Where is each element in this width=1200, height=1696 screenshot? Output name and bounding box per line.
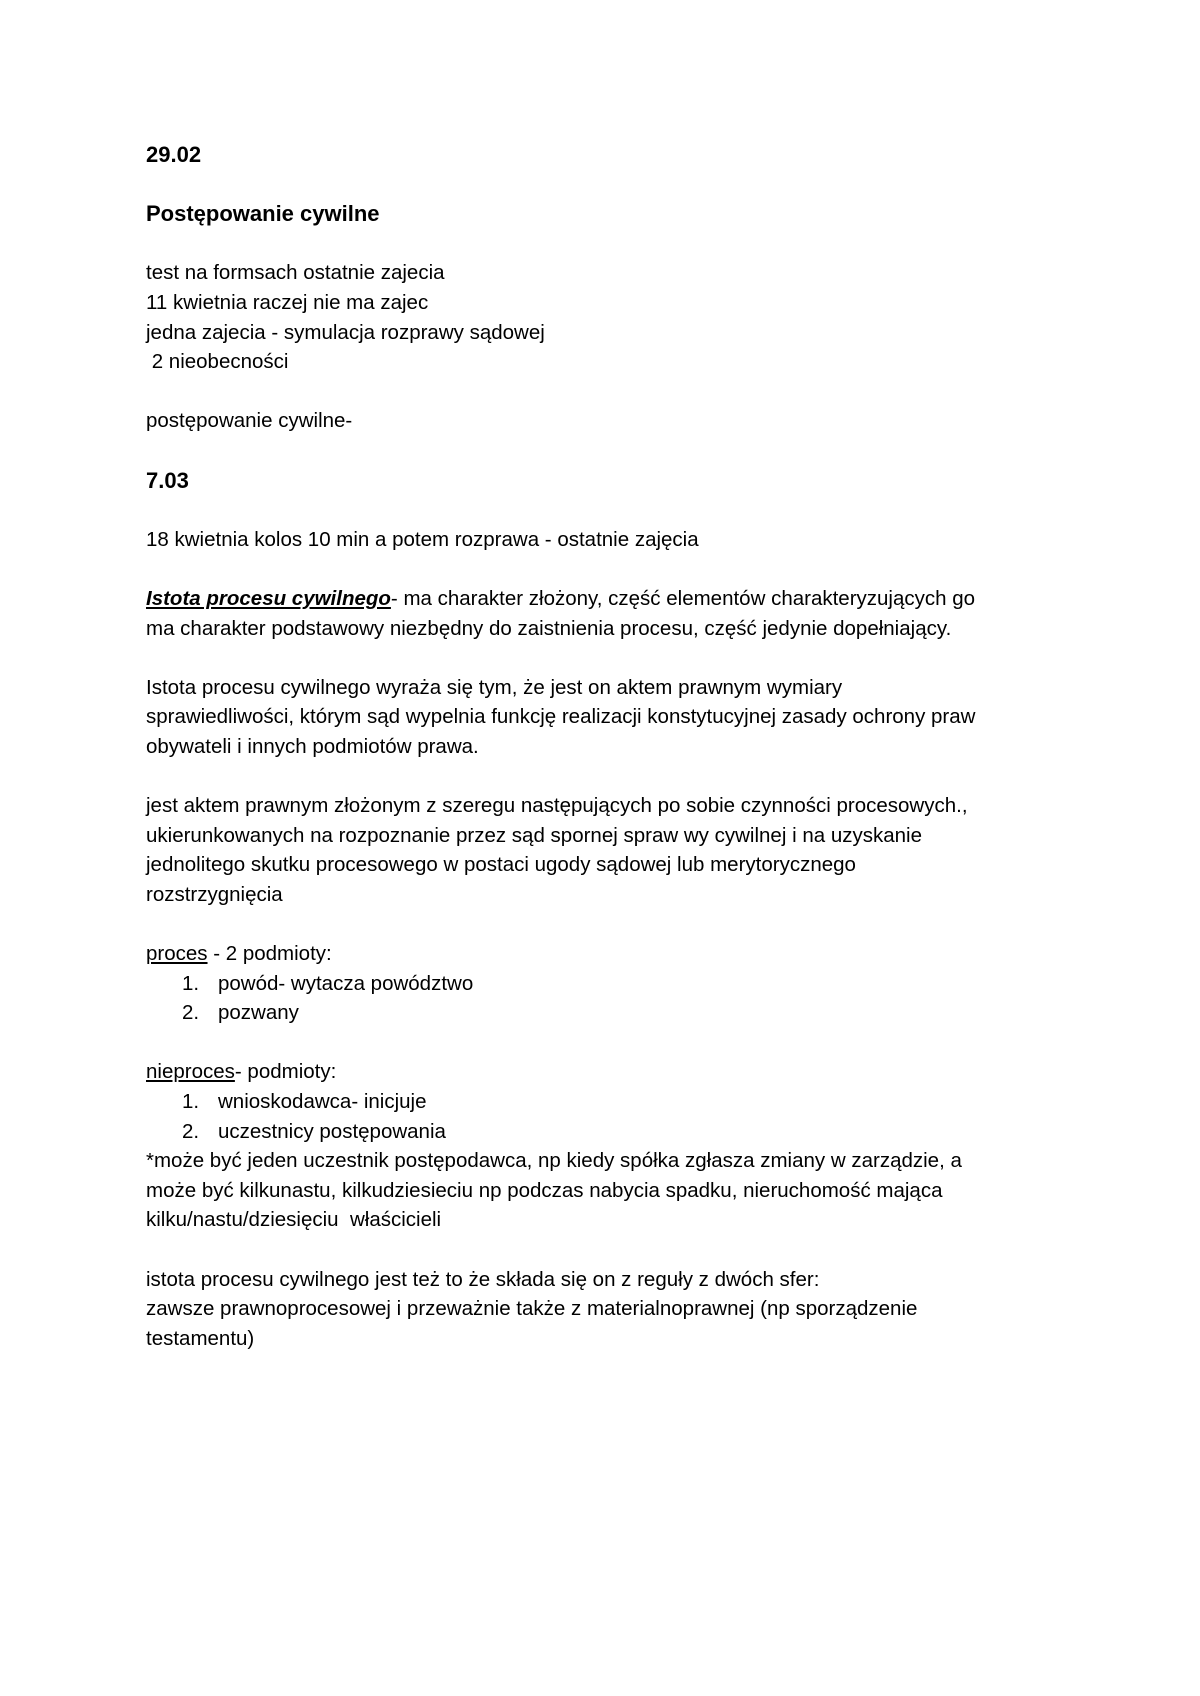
list-number: 1. — [182, 971, 200, 995]
istota-term: Istota procesu cywilnego — [146, 586, 391, 610]
intro-line: test na formsach ostatnie zajecia — [146, 261, 445, 285]
list-number: 1. — [182, 1090, 200, 1113]
proces-heading — [146, 939, 1086, 969]
list-number: 2. — [182, 1001, 200, 1025]
list-text: uczestnicy postępowania — [218, 1119, 446, 1143]
list-text: wnioskodawca- inicjuje — [218, 1090, 427, 1113]
para3-line: ukierunkowanych na rozpoznanie przez sąd spornej spraw wy cywilnej i na uzyskanie — [146, 823, 922, 847]
para3-line: jednolitego skutku procesowego w postaci ugody sądowej lub merytorycznego — [146, 853, 856, 877]
intro-line: 2 nieobecności — [146, 350, 289, 374]
para3-line: rozstrzygnięcia — [146, 882, 283, 906]
list-text: powód- wytacza powództwo — [218, 971, 474, 995]
list-item — [182, 1117, 1086, 1147]
document-content — [146, 140, 1086, 1353]
kolos-line: 18 kwietnia kolos 10 min a potem rozprawa - ostatnie zajęcia — [146, 527, 699, 551]
proces-term: proces — [146, 942, 208, 966]
intro-line: 11 kwietnia raczej nie ma zajec — [146, 290, 429, 314]
final-line: istota procesu cywilnego jest też to że składa się on z reguły z dwóch sfer: — [146, 1267, 820, 1291]
para2-line: Istota procesu cywilnego wyraża się tym, że jest on aktem prawnym wymiary — [146, 675, 843, 699]
document-title: Postępowanie cywilne — [146, 201, 380, 227]
date-heading-1: 29.02 — [146, 142, 202, 167]
date-heading-2: 7.03 — [146, 467, 189, 493]
final-line: testamentu) — [146, 1326, 255, 1350]
list-number: 2. — [182, 1119, 200, 1143]
intro-line: jedna zajecia - symulacja rozprawy sądowej — [146, 320, 545, 344]
proces-list — [146, 969, 1086, 1028]
istota-line-2: ma charakter podstawowy niezbędny do zaistnienia procesu, część jedynie dopełniający. — [146, 616, 952, 640]
para3-line: jest aktem prawnym złożonym z szeregu następujących po sobie czynności procesowych., — [146, 794, 968, 818]
istota-line-1 — [146, 584, 1086, 614]
final-line: zawsze prawnoprocesowej i przeważnie także z materialnoprawnej (np sporządzenie — [146, 1297, 918, 1321]
note-line: może być kilkunastu, kilkudziesieciu np podczas nabycia spadku, nieruchomość mająca — [146, 1178, 943, 1202]
list-item — [182, 1087, 1086, 1117]
nieproces-heading — [146, 1057, 1086, 1087]
nieproces-rest: - podmioty: — [234, 1060, 337, 1084]
note-line: *może być jeden uczestnik postępodawca, np kiedy spółka zgłasza zmiany w zarządzie, a — [146, 1149, 962, 1173]
list-item — [182, 969, 1086, 999]
note-line: kilku/nastu/dziesięciu właścicieli — [146, 1208, 442, 1232]
list-text: pozwany — [218, 1001, 299, 1025]
para2-line: obywateli i innych podmiotów prawa. — [146, 734, 479, 758]
proces-rest: - 2 podmioty: — [207, 942, 332, 966]
nieproces-term: nieproces — [146, 1060, 235, 1084]
pc-line: postępowanie cywilne- — [146, 409, 353, 433]
para2-line: sprawiedliwości, którym sąd wypelnia funkcję realizacji konstytucyjnej zasady ochrony praw — [146, 705, 976, 729]
list-item — [182, 998, 1086, 1028]
nieproces-list — [146, 1087, 1086, 1146]
istota-rest: - ma charakter złożony, część elementów charakteryzujących go — [390, 586, 976, 610]
